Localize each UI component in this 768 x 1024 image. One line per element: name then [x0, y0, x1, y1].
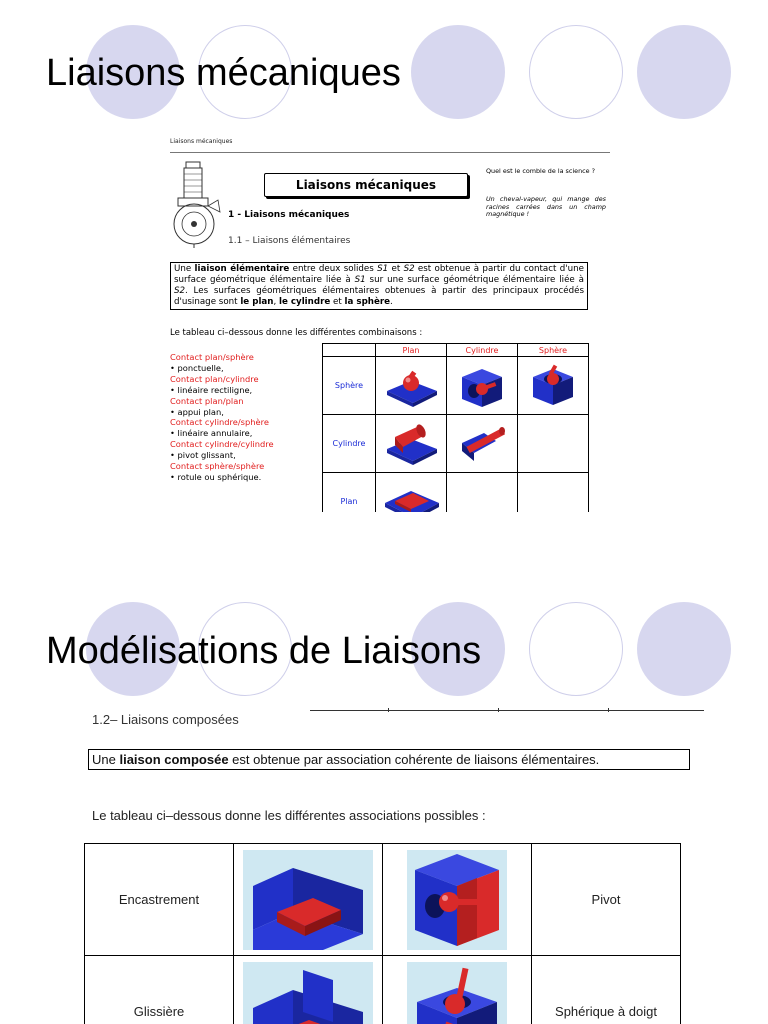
combinations-intro: Le tableau ci–dessous donne les différentes combinaisons :: [170, 328, 423, 338]
section-heading: 1.2– Liaisons composées: [92, 712, 239, 727]
table-cell: [447, 415, 518, 473]
riddle-answer: Un cheval-vapeur, qui mange des racines carrées dans un champ magnétique !: [486, 195, 606, 218]
definition-term: liaison composée: [119, 752, 229, 767]
surface-name: le plan: [240, 297, 274, 307]
solid-name: S1: [377, 264, 389, 274]
lineaire-rectiligne-model-image: [381, 419, 441, 469]
definition-text: ,: [273, 297, 279, 307]
slide-title: Modélisations de Liaisons: [46, 630, 482, 672]
engine-illustration: [172, 160, 224, 250]
section-rule: [310, 710, 704, 711]
lineaire-annulaire-model-image: [452, 361, 512, 411]
definition-text: sur une surface géométrique élémentaire liée à: [365, 275, 585, 285]
spherique-a-doigt-model-image: [407, 962, 507, 1024]
scanned-page: [166, 138, 612, 512]
contact-result: • appui plan,: [170, 406, 224, 417]
definition-text: .: [390, 297, 393, 307]
liaison-label: Pivot: [532, 844, 681, 956]
slide-modelisations-liaisons: [0, 512, 768, 1024]
page-header: Liaisons mécaniques: [170, 138, 233, 145]
table-cell: [234, 844, 383, 956]
solid-name: S2: [403, 264, 415, 274]
table-cell: [383, 956, 532, 1024]
rotule-model-image: [523, 361, 583, 411]
definition-text: . Les surfaces géométriques élémentaires obtenues à partir des principaux procédés d'usinage sont: [174, 286, 584, 307]
page-header-rule: [170, 152, 610, 153]
contact-label: Contact sphère/sphère: [170, 461, 265, 472]
definition-text: est obtenue à partir du contact d'une surface géométrique élémentaire liée à: [174, 264, 584, 285]
row-header-plan: Plan: [323, 473, 376, 513]
contact-result: • pivot glissant,: [170, 450, 236, 461]
table-cell: [376, 473, 447, 513]
definition-term: liaison élémentaire: [194, 264, 290, 274]
pivot-model-image: [407, 850, 507, 950]
table-cell: [447, 357, 518, 415]
table-row: [85, 844, 681, 956]
definition-text: et: [388, 264, 404, 274]
contact-result: • linéaire annulaire,: [170, 428, 253, 439]
table-cell: [376, 415, 447, 473]
decor-circle: [637, 602, 731, 696]
encastrement-model-image: [243, 850, 373, 950]
col-header-plan: Plan: [376, 344, 447, 357]
definition-box: [88, 749, 690, 770]
row-header-cylindre: Cylindre: [323, 415, 376, 473]
liaison-label: Encastrement: [85, 844, 234, 956]
table-cell-empty: [447, 473, 518, 513]
contact-label: Contact plan/plan: [170, 395, 244, 406]
decor-circle: [411, 25, 505, 119]
definition-box: [170, 262, 588, 310]
definition-text: Une: [92, 752, 120, 767]
subsection-heading: 1.1 – Liaisons élémentaires: [228, 236, 351, 246]
liaison-label: Glissière: [85, 956, 234, 1024]
slide-title: Liaisons mécaniques: [46, 52, 401, 94]
document-title-box: Liaisons mécaniques: [264, 173, 468, 197]
table-cell: [518, 357, 589, 415]
decor-circle: [529, 602, 623, 696]
contact-label: Contact cylindre/sphère: [170, 417, 269, 428]
associations-intro: Le tableau ci–dessous donne les différentes associations possibles :: [92, 808, 486, 823]
liaison-label: Sphérique à doigt: [532, 956, 681, 1024]
rule-tick: [498, 708, 499, 712]
ponctuelle-model-image: [381, 361, 441, 411]
table-cell: [234, 956, 383, 1024]
rule-tick: [388, 708, 389, 712]
combinations-list: [170, 352, 320, 483]
contact-result: • rotule ou sphérique.: [170, 471, 262, 482]
composed-liaisons-table: [84, 843, 681, 1024]
col-header-sphere: Sphère: [518, 344, 589, 357]
definition-text: et: [330, 297, 345, 307]
col-header-cylindre: Cylindre: [447, 344, 518, 357]
glissiere-model-image: [243, 962, 373, 1024]
surface-name: la sphère: [344, 297, 391, 307]
appui-plan-model-image: [381, 477, 441, 513]
table-corner: [323, 344, 376, 357]
table-cell: [383, 844, 532, 956]
contact-label: Contact plan/sphère: [170, 352, 254, 362]
table-cell-empty: [518, 415, 589, 473]
section-heading: 1 - Liaisons mécaniques: [228, 210, 350, 220]
solid-name: S1: [354, 275, 366, 285]
contact-result: • ponctuelle,: [170, 362, 224, 373]
rule-tick: [608, 708, 609, 712]
contact-result: • linéaire rectiligne,: [170, 384, 253, 395]
table-row: [85, 956, 681, 1024]
pivot-glissant-model-image: [452, 419, 512, 469]
definition-text: Une: [174, 264, 195, 274]
table-cell-empty: [518, 473, 589, 513]
contact-label: Contact plan/cylindre: [170, 373, 259, 384]
definition-text: est obtenue par association cohérente de liaisons élémentaires.: [228, 752, 600, 767]
solid-name: S2: [174, 286, 186, 296]
definition-text: entre deux solides: [289, 264, 378, 274]
table-cell: [376, 357, 447, 415]
riddle-question: Quel est le comble de la science ?: [486, 167, 596, 175]
elementary-liaisons-table: [322, 343, 589, 512]
decor-circle: [637, 25, 731, 119]
surface-name: le cylindre: [279, 297, 331, 307]
decor-circle: [529, 25, 623, 119]
contact-label: Contact cylindre/cylindre: [170, 439, 274, 450]
row-header-sphere: Sphère: [323, 357, 376, 415]
